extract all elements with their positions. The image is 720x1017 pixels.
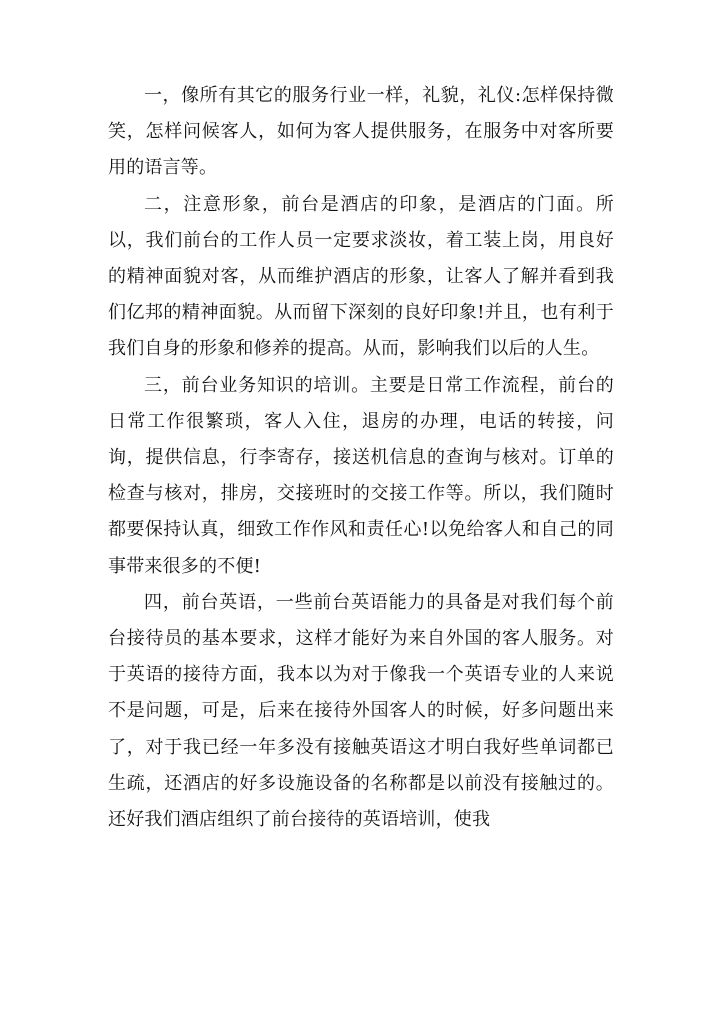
paragraph-3: 三，前台业务知识的培训。主要是日常工作流程，前台的日常工作很繁琐，客人入住，退房的办理，电话的转接，问询，提供信息，行李寄存，接送机信息的查询与核对。订单的检查与核对，排房，交接班时的交接工作等。所以，我们随时都要保持认真，细致工作作风和责任心!以免给客人和自己的同事带来很多的不便! <box>108 374 614 577</box>
document-body <box>108 78 614 838</box>
paragraph-4: 四，前台英语，一些前台英语能力的具备是对我们每个前台接待员的基本要求，这样才能好为来自外国的客人服务。对于英语的接待方面，我本以为对于像我一个英语专业的人来说不是问题，可是，后来在接待外国客人的时候，好多问题出来了，对于我已经一年多没有接触英语这才明白我好些单词都已生疏，还酒店的好多设施设备的名称都是以前没有接触过的。还好我们酒店组织了前台接待的英语培训，使我 <box>108 591 614 831</box>
paragraph-1: 一，像所有其它的服务行业一样，礼貌，礼仪:怎样保持微笑，怎样问候客人，如何为客人提供服务，在服务中对客所要用的语言等。 <box>108 85 614 179</box>
paragraph-2: 二，注意形象，前台是酒店的印象，是酒店的门面。所以，我们前台的工作人员一定要求淡妆，着工装上岗，用良好的精神面貌对客，从而维护酒店的形象，让客人了解并看到我们亿邦的精神面貌。从而留下深刻的良好印象!并且，也有利于我们自身的形象和修养的提高。从而，影响我们以后的人生。 <box>108 193 614 360</box>
